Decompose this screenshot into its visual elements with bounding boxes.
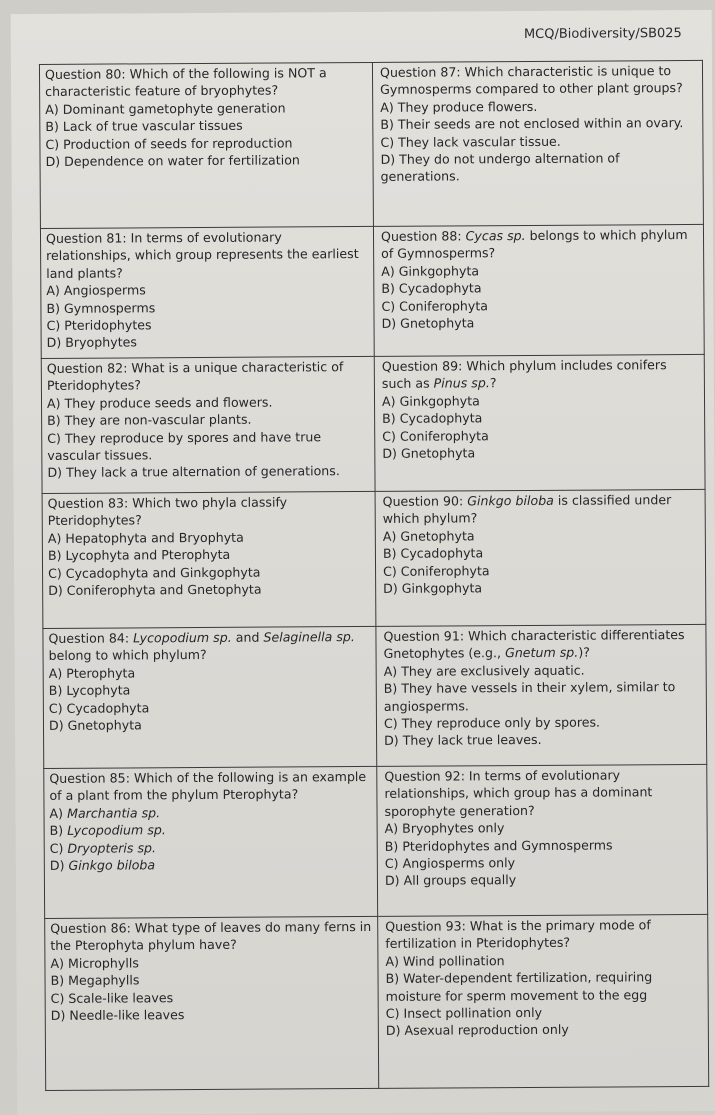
question-85-option-d: [50, 855, 373, 874]
question-89-option-c: C) Coniferophyta: [382, 427, 489, 444]
question-86-option-a: A) Microphylls: [50, 955, 139, 971]
question-83-text: Question 83: Which two phyla classify Pteridophytes?: [47, 494, 288, 529]
question-91-option-d: D) They lack true leaves.: [384, 732, 542, 749]
worksheet-page: [11, 10, 715, 1115]
question-84-species-name-1: Lycopodium sp.: [133, 629, 232, 646]
question-83-option-c: C) Cycadophyta and Ginkgophyta: [48, 564, 261, 581]
question-85-cell: [44, 766, 378, 918]
question-85-option-a-letter: A): [49, 805, 68, 821]
question-92-option-a: A) Bryophytes only: [384, 820, 505, 837]
question-86-option-c: C) Scale-like leaves: [50, 989, 174, 1006]
question-80-option-d: D) Dependence on water for fertilization: [45, 152, 300, 169]
question-92-option-c: C) Angiosperms only: [384, 855, 516, 871]
question-87-option-a: A) They produce flowers.: [380, 98, 538, 115]
question-92-cell: [377, 764, 708, 916]
question-80-option-b: B) Lack of true vascular tissues: [45, 117, 243, 135]
question-91-option-c: C) They reproduce only by spores.: [383, 714, 601, 731]
table-row: [43, 624, 707, 768]
question-83-cell: [42, 491, 376, 628]
table-row: [45, 914, 709, 1090]
question-93-option-c: C) Insect pollination only: [385, 1004, 543, 1021]
question-91-text-end: )?: [578, 645, 590, 661]
question-86-text: Question 86: What type of leaves do many ferns in the Pterophyta phylum have?: [50, 918, 372, 954]
question-88-option-a: A) Ginkgophyta: [381, 263, 480, 279]
question-90-text: [383, 491, 701, 528]
question-90-cell: [375, 489, 706, 626]
question-89-cell: [374, 354, 705, 491]
question-88-text-start: Question 88:: [380, 228, 466, 244]
question-91-option-b: B) They have vessels in their xylem, similar to angiosperms.: [383, 679, 676, 714]
question-84-cell: [43, 626, 377, 768]
question-84-text-mid: and: [231, 629, 264, 645]
question-85-option-b-letter: B): [49, 823, 68, 839]
question-89-text-end: ?: [489, 375, 497, 391]
question-87-option-c: C) They lack vascular tissue.: [380, 133, 561, 150]
question-88-text-end: belongs to which phylum of Gymnosperms?: [381, 227, 688, 262]
question-80-cell: [39, 62, 373, 228]
question-90-text-end: is classified under which phylum?: [382, 492, 672, 527]
question-87-cell: [372, 60, 703, 226]
question-81-option-a: A) Angiosperms: [46, 282, 146, 299]
question-82-option-a: A) They produce seeds and flowers.: [46, 394, 273, 411]
question-93-cell: [378, 914, 709, 1088]
question-85-option-c: [50, 838, 373, 857]
question-81-cell: [40, 226, 374, 358]
question-89-option-b: B) Cycadophyta: [382, 410, 483, 427]
question-90-option-c: C) Coniferophyta: [383, 562, 490, 579]
question-90-option-d: D) Ginkgophyta: [383, 580, 483, 596]
question-86-option-d: D) Needle-like leaves: [50, 1007, 185, 1023]
question-80-option-a: A) Dominant gametophyte generation: [45, 100, 286, 117]
worksheet-code: MCQ/Biodiversity/SB025: [523, 26, 682, 43]
question-82-option-c: C) They reproduce by spores and have true vascular tissues.: [47, 428, 322, 463]
question-81-option-d: D) Bryophytes: [46, 334, 137, 351]
question-88-species-name: Cycas sp.: [465, 228, 526, 244]
question-89-option-a: A) Ginkgophyta: [381, 393, 480, 409]
question-88-cell: [373, 224, 704, 356]
question-93-option-a: A) Wind pollination: [385, 952, 505, 969]
question-87-text: Question 87: Which characteristic is unique to Gymnosperms compared to other plant groups?: [379, 63, 683, 98]
question-86-option-b: B) Megaphylls: [50, 972, 140, 989]
question-85-option-b-species: Lycopodium sp.: [67, 822, 166, 839]
table-row: [40, 224, 704, 358]
question-85-option-c-species: Dryopteris sp.: [67, 839, 157, 856]
question-84-option-a: A) Pterophyta: [48, 665, 136, 681]
question-80-option-c: C) Production of seeds for reproduction: [45, 135, 293, 152]
question-91-species-name: Gnetum sp.: [504, 645, 579, 661]
question-86-cell: [45, 916, 379, 1090]
question-92-text: Question 92: In terms of evolutionary relationships, which group has a dominant sporophyte generation?: [384, 767, 653, 819]
question-91-text: [383, 626, 701, 663]
question-82-option-d: D) They lack a true alternation of generations.: [47, 463, 340, 481]
question-88-text: [381, 226, 699, 263]
question-85-option-a-species: Marchantia sp.: [67, 805, 161, 821]
question-83-option-a: A) Hepatophyta and Bryophyta: [47, 529, 244, 546]
question-83-option-d: D) Coniferophyta and Gnetophyta: [48, 581, 262, 598]
question-91-text-start: Question 91: Which characteristic differentiates Gnetophytes (e.g.,: [383, 627, 685, 662]
question-89-text-start: Question 89: Which phylum includes conifers such as: [381, 357, 667, 392]
question-91-option-a: A) They are exclusively aquatic.: [383, 662, 585, 679]
question-82-cell: [41, 356, 375, 493]
question-90-option-b: B) Cycadophyta: [382, 545, 484, 562]
question-81-option-b: B) Gymnosperms: [46, 299, 156, 316]
question-84-text: [48, 628, 371, 665]
table-row: [41, 354, 705, 493]
question-89-option-d: D) Gnetophyta: [382, 445, 476, 461]
question-87-option-d: D) They do not undergo alternation of generations.: [380, 150, 620, 185]
question-92-option-d: D) All groups equally: [384, 872, 517, 889]
question-82-text: Question 82: What is a unique characteristic of Pteridophytes?: [46, 359, 344, 394]
question-85-option-d-letter: D): [49, 857, 69, 873]
question-84-option-c: C) Cycadophyta: [48, 699, 150, 716]
question-93-option-d: D) Asexual reproduction only: [385, 1022, 569, 1039]
table-row: [42, 489, 706, 628]
question-83-option-b: B) Lycophyta and Pterophyta: [47, 547, 231, 564]
question-84-text-end: belong to which phylum?: [48, 647, 207, 664]
question-85-option-c-letter: C): [49, 840, 68, 856]
question-85-option-a: [49, 803, 372, 822]
question-92-option-b: B) Pteridophytes and Gymnosperms: [384, 837, 613, 854]
question-93-option-b: B) Water-dependent fertilization, requiring moisture for sperm movement to the egg: [385, 969, 653, 1004]
question-90-text-start: Question 90:: [382, 493, 468, 509]
question-89-species-name: Pinus sp.: [433, 375, 490, 391]
question-84-option-b: B) Lycophyta: [48, 682, 131, 699]
table-row: [44, 764, 708, 918]
question-90-species-name: Ginkgo biloba: [467, 492, 554, 509]
question-88-option-b: B) Cycadophyta: [381, 280, 482, 297]
question-84-species-name-2: Selaginella sp.: [263, 629, 355, 645]
question-table: [39, 60, 709, 1091]
question-82-option-b: B) They are non-vascular plants.: [47, 411, 252, 429]
question-88-option-d: D) Gnetophyta: [381, 315, 475, 331]
table-row: [39, 60, 703, 228]
question-91-cell: [376, 624, 707, 766]
question-88-option-c: C) Coniferophyta: [381, 297, 489, 314]
question-84-text-start: Question 84:: [48, 630, 134, 646]
question-80-text: Question 80: Which of the following is NOT a characteristic feature of bryophytes?: [44, 65, 327, 100]
question-85-option-b: [50, 820, 373, 839]
question-90-option-a: A) Gnetophyta: [382, 528, 475, 544]
question-85-option-d-species: Ginkgo biloba: [68, 857, 156, 873]
question-84-option-d: D) Gnetophyta: [48, 717, 142, 733]
question-93-text: Question 93: What is the primary mode of fertilization in Pteridophytes?: [385, 917, 651, 952]
question-89-text: [382, 356, 700, 393]
question-85-text: Question 85: Which of the following is an example of a plant from the phylum Pterophyta?: [49, 768, 367, 804]
question-87-option-b: B) Their seeds are not enclosed within an ovary.: [380, 115, 684, 133]
question-81-text: Question 81: In terms of evolutionary relationships, which group represents the earliest land plants?: [45, 229, 359, 281]
question-81-option-c: C) Pteridophytes: [46, 317, 152, 333]
